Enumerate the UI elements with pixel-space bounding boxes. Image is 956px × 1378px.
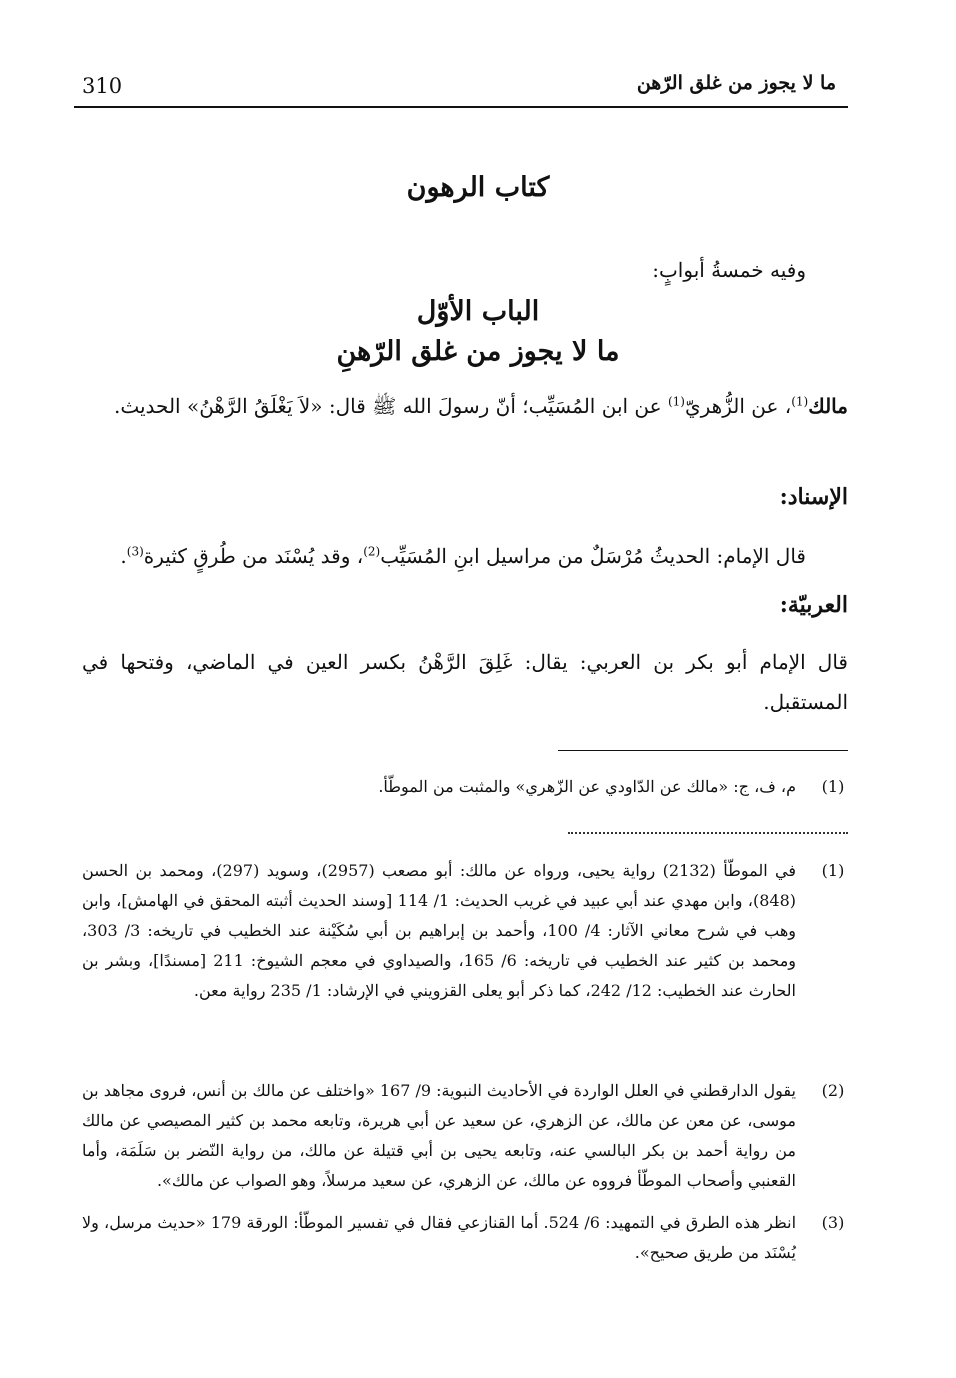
footnote-number: (1) xyxy=(821,777,845,796)
footnote-number: (2) xyxy=(821,1081,845,1100)
hadith-text: ، عن الزُّهريّ xyxy=(684,394,792,418)
arabiyya-paragraph: قال الإمام أبو بكر بن العربي: يقال: غَلِقَ الرَّهْنُ بكسر العين في الماضي، وفتحها في المستقبل. xyxy=(82,650,848,714)
footnote-number: (1) xyxy=(821,861,845,880)
footnote xyxy=(82,1076,848,1196)
footnote-text: انظر هذه الطرق في التمهيد: 6/ 524. أما القنازعي فقال في تفسير الموطّأ: الورقة 179 «حديث مرسل، ولا يُسْنَد من طريق صحيح». xyxy=(82,1213,797,1262)
isnad-text: قال الإمام: الحديثُ مُرْسَلٌ من مراسيل ابنِ المُسَيِّب xyxy=(380,544,806,568)
book-title: كتاب الرهون xyxy=(406,172,550,203)
header-rule xyxy=(74,106,848,108)
footnote-text: يقول الدارقطني في العلل الواردة في الأحاديث النبوية: 9/ 167 «واختلف عن مالك بن أنس، فروى مجاهد بن موسى، عن معن عن مالك، عن الزهري، عن سعيد عن أبي هريرة، وتابعه محمد بن كثير المصيصي عن مالك من رواية أحمد بن بكر البالسي عنه، وتابعه يحيى بن أبي قتيلة عن مالك، من رواية النّضر بن سَلَمَة، وأما القعنبي وأصحاب الموطّأ فرووه عن مالك، عن الزهري، عن سعيد مرسلاً، وهو الصواب عن مالك». xyxy=(82,1081,796,1190)
footnote xyxy=(82,856,848,1006)
page-number: 310 xyxy=(82,74,123,98)
isnad-heading: الإسناد: xyxy=(779,484,848,510)
footnote-ref: (1) xyxy=(791,394,809,409)
chapter-title: ما لا يجوز من غلق الرّهنِ xyxy=(336,336,620,367)
footnote-ref: (1) xyxy=(667,394,685,409)
isnad-text: ، وقد يُسْنَد من طُرقٍ كثيرة xyxy=(143,544,364,568)
hadith-paragraph xyxy=(82,386,848,426)
hadith-lead: مالك xyxy=(808,394,848,418)
footnote xyxy=(82,1208,848,1268)
variant-note xyxy=(82,772,848,802)
footnote-text: في الموطّأ (2132) رواية يحيى، ورواه عن مالك: أبو مصعب (2957)، وسويد (297)، ومحمد بن الحسن (848)، وابن مهدي عند أبي عبيد في غريب الحديث: 1/ 114 [وسند الحديث أثبته المحقق في الهامش]، وابن وهب في شرح معاني الآثار: 4/ 100، وأحمد بن إبراهيم بن أبي سُكَيْنة عند الخطيب في تاريخه: 3/ 303، ومحمد بن كثير عند الخطيب في تاريخه: 6/ 165، والصيداوي في معجم الشيوخ: 211 [مسندًا]، وبشر بن الحارث عند الخطيب: 12/ 242، كما ذكر أبو يعلى القزويني في الإرشاد: 1/ 235 رواية معن. xyxy=(82,861,797,1000)
chapter-number: الباب الأوّل xyxy=(416,296,540,327)
footnote-number: (3) xyxy=(821,1213,845,1232)
arabiyya-heading: العربيّة: xyxy=(779,592,848,618)
footnote-ref: (3) xyxy=(126,544,144,559)
hadith-text: عن ابن المُسَيِّب؛ أنّ رسولَ الله ﷺ قال: «لاَ يَغْلَقُ الرَّهْنُ» الحديث. xyxy=(113,394,668,418)
dotted-separator xyxy=(568,832,848,834)
running-title: ما لا يجوز من غلق الرّهن xyxy=(636,72,836,94)
footnote-text: م، ف، ج: «مالك عن الدّاودي عن الزّهري» والمثبت من الموطّأ. xyxy=(378,777,796,796)
footnote-ref: (2) xyxy=(363,544,381,559)
isnad-paragraph xyxy=(82,536,806,576)
footnote-rule xyxy=(558,750,848,751)
intro-line: وفيه خمسةُ أبوابٍ: xyxy=(652,258,806,282)
isnad-text: . xyxy=(120,544,127,568)
